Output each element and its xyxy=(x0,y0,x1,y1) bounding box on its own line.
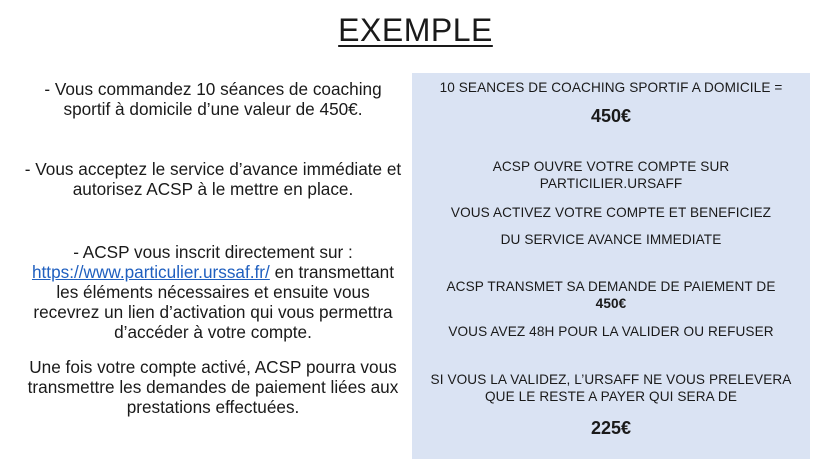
account-site-line: PARTICILIER.URSAFF xyxy=(539,176,683,191)
paragraph-registration xyxy=(22,242,404,342)
total-amount: 450€ xyxy=(590,106,632,126)
request-amount: 450€ xyxy=(595,296,627,311)
paragraph-payment xyxy=(22,357,404,417)
registration-text xyxy=(22,242,404,342)
sessions-line: 10 SEANCES DE COACHING SPORTIF A DOMICILE = xyxy=(439,80,783,95)
payment-request-line: ACSP TRANSMET SA DEMANDE DE PAIEMENT DE xyxy=(446,279,776,294)
registration-details: en transmettant les éléments nécessaires et ensuite vous recevrez un lien d’activation qui vous permettra d’accéder à votre compte. xyxy=(33,262,395,342)
accept-text: - Vous acceptez le service d’avance immédiate et autorisez ACSP à le mettre en place. xyxy=(24,159,402,199)
validation-line: SI VOUS LA VALIDEZ, L’URSAFF NE VOUS PRELEVERA xyxy=(430,372,792,387)
remaining-amount: 225€ xyxy=(590,418,632,438)
account-opening-line: ACSP OUVRE VOTRE COMPTE SUR xyxy=(492,159,730,174)
urssaf-link[interactable]: https://www.particulier.urssaf.fr/ xyxy=(31,262,270,282)
service-line: DU SERVICE AVANCE IMMEDIATE xyxy=(500,232,722,247)
payment-text: Une fois votre compte activé, ACSP pourra vous transmettre les demandes de paiement liées aux prestations effectuées. xyxy=(27,357,399,417)
paragraph-accept xyxy=(22,159,404,199)
registration-intro: - ACSP vous inscrit directement sur : xyxy=(73,242,353,262)
order-text: - Vous commandez 10 séances de coaching sportif à domicile d’une valeur de 450€. xyxy=(44,79,382,119)
page-title: EXEMPLE xyxy=(338,12,493,48)
validation-delay-line: VOUS AVEZ 48H POUR LA VALIDER OU REFUSER xyxy=(448,324,774,339)
summary-panel xyxy=(412,73,810,459)
remaining-line: QUE LE RESTE A PAYER QUI SERA DE xyxy=(485,389,737,404)
activation-line: VOUS ACTIVEZ VOTRE COMPTE ET BENEFICIEZ xyxy=(450,205,772,220)
paragraph-order xyxy=(22,79,404,119)
